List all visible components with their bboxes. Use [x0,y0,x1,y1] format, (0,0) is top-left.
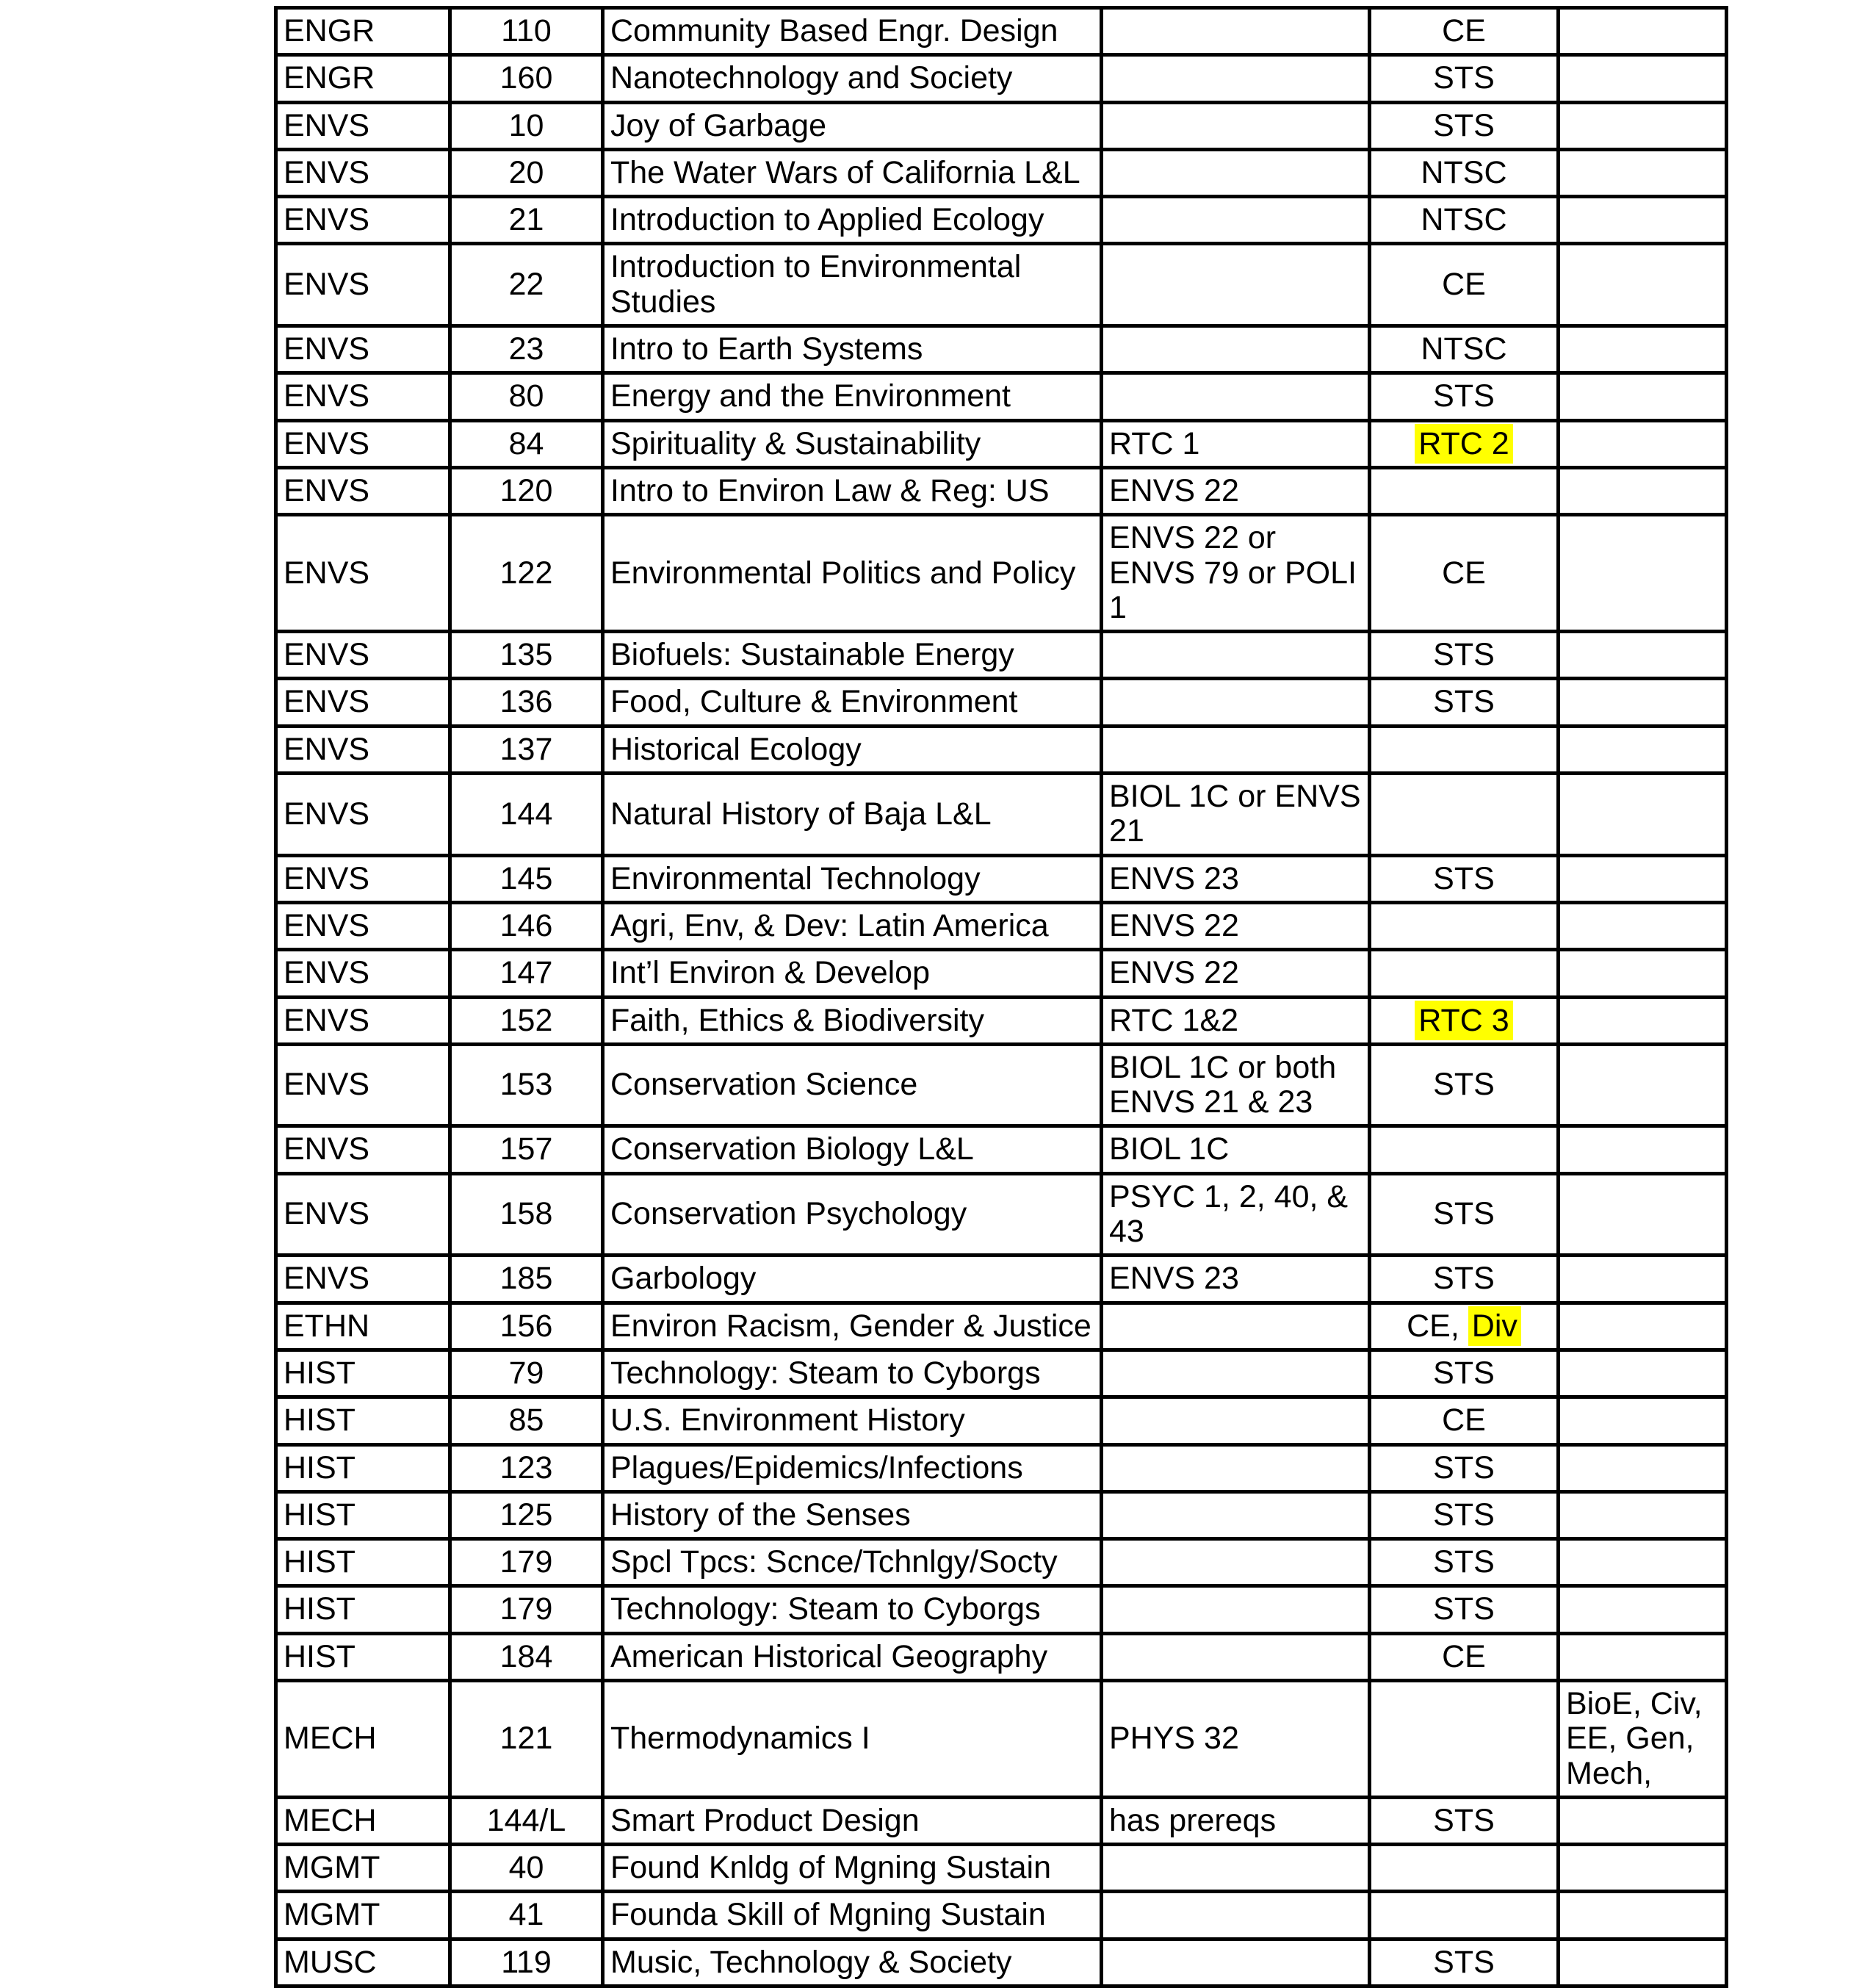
cell-course-title: The Water Wars of California L&L [603,149,1102,196]
cell-course-number: 153 [450,1044,603,1126]
cell-prerequisites: ENVS 22 or ENVS 79 or POLI 1 [1102,515,1370,632]
cell-notes [1559,244,1727,326]
cell-dept: ENVS [276,102,450,149]
cell-course-title: Agri, Env, & Dev: Latin America [603,902,1102,949]
cell-category: STS [1370,1350,1559,1397]
table-row [276,1397,1727,1444]
cell-course-number: 110 [450,8,603,55]
cell-course-number: 160 [450,55,603,102]
cell-category [1370,997,1559,1044]
cell-dept: MGMT [276,1892,450,1939]
cell-course-number: 157 [450,1126,603,1173]
table-row [276,1350,1727,1397]
cell-course-title: Faith, Ethics & Biodiversity [603,997,1102,1044]
cell-course-title: Spirituality & Sustainability [603,420,1102,467]
table-row [276,997,1727,1044]
table-row [276,1797,1727,1844]
cell-prerequisites [1102,1397,1370,1444]
cell-prerequisites: BIOL 1C or both ENVS 21 & 23 [1102,1044,1370,1126]
cell-notes [1559,997,1727,1044]
cell-category: STS [1370,1444,1559,1491]
cell-dept: ENVS [276,774,450,856]
cell-notes [1559,1303,1727,1350]
cell-dept: ENVS [276,997,450,1044]
cell-notes [1559,1044,1727,1126]
cell-dept: ENVS [276,679,450,726]
cell-course-title: Thermodynamics I [603,1680,1102,1797]
table-row [276,1586,1727,1633]
cell-course-number: 125 [450,1491,603,1538]
cell-prerequisites [1102,1444,1370,1491]
cell-category: STS [1370,679,1559,726]
cell-dept: HIST [276,1586,450,1633]
cell-notes [1559,420,1727,467]
cell-prerequisites [1102,1633,1370,1680]
cell-prerequisites [1102,632,1370,679]
table-row [276,1444,1727,1491]
cell-dept: HIST [276,1633,450,1680]
cell-course-title: Founda Skill of Mgning Sustain [603,1892,1102,1939]
cell-course-number: 40 [450,1845,603,1892]
cell-notes [1559,149,1727,196]
cell-dept: ENGR [276,8,450,55]
cell-category [1370,1845,1559,1892]
cell-notes [1559,1845,1727,1892]
cell-notes [1559,855,1727,902]
cell-prerequisites [1102,149,1370,196]
cell-course-number: 121 [450,1680,603,1797]
cell-course-title: Biofuels: Sustainable Energy [603,632,1102,679]
cell-course-number: 156 [450,1303,603,1350]
cell-prerequisites: PSYC 1, 2, 40, & 43 [1102,1173,1370,1256]
cell-category [1370,774,1559,856]
cell-notes [1559,1633,1727,1680]
cell-prerequisites: PHYS 32 [1102,1680,1370,1797]
cell-notes [1559,1491,1727,1538]
table-row [276,1539,1727,1586]
cell-notes [1559,102,1727,149]
cell-dept: ENVS [276,149,450,196]
cell-category: STS [1370,1939,1559,1986]
cell-dept: ENVS [276,632,450,679]
cell-category: STS [1370,1173,1559,1256]
cell-notes [1559,902,1727,949]
cell-dept: ENVS [276,1173,450,1256]
cell-course-title: Intro to Earth Systems [603,326,1102,373]
table-row [276,1892,1727,1939]
highlighted-text: RTC 2 [1415,424,1512,464]
cell-prerequisites: RTC 1 [1102,420,1370,467]
cell-prerequisites [1102,55,1370,102]
cell-dept: ENVS [276,1126,450,1173]
cell-category [1370,726,1559,773]
cell-dept: ENVS [276,326,450,373]
cell-dept: HIST [276,1539,450,1586]
table-row [276,420,1727,467]
cell-category: STS [1370,1491,1559,1538]
table-row [276,1173,1727,1256]
cell-course-title: Technology: Steam to Cyborgs [603,1586,1102,1633]
cell-notes [1559,1539,1727,1586]
cell-course-title: Intro to Environ Law & Reg: US [603,467,1102,514]
cell-prerequisites [1102,8,1370,55]
cell-course-title: Energy and the Environment [603,373,1102,420]
cell-course-title: Environmental Technology [603,855,1102,902]
cell-category [1370,467,1559,514]
cell-prerequisites [1102,1350,1370,1397]
cell-course-number: 119 [450,1939,603,1986]
cell-course-number: 123 [450,1444,603,1491]
cell-course-number: 21 [450,197,603,244]
cell-notes [1559,1256,1727,1303]
cell-course-title: Plagues/Epidemics/Infections [603,1444,1102,1491]
cell-prerequisites [1102,102,1370,149]
cell-prerequisites: BIOL 1C or ENVS 21 [1102,774,1370,856]
cell-prerequisites [1102,244,1370,326]
cell-dept: HIST [276,1491,450,1538]
cell-notes [1559,1444,1727,1491]
cell-prerequisites: ENVS 23 [1102,855,1370,902]
cell-course-title: Technology: Steam to Cyborgs [603,1350,1102,1397]
cell-notes: BioE, Civ, EE, Gen, Mech, [1559,1680,1727,1797]
table-row [276,902,1727,949]
table-row [276,1680,1727,1797]
table-row [276,774,1727,856]
table-row [276,1044,1727,1126]
cell-prerequisites [1102,1539,1370,1586]
cell-course-number: 137 [450,726,603,773]
cell-course-title: Music, Technology & Society [603,1939,1102,1986]
cell-course-title: Spcl Tpcs: Scnce/Tchnlgy/Socty [603,1539,1102,1586]
cell-category [1370,902,1559,949]
cell-category: CE [1370,515,1559,632]
cell-prerequisites [1102,1586,1370,1633]
cell-course-number: 144/L [450,1797,603,1844]
table-row [276,467,1727,514]
cell-notes [1559,1586,1727,1633]
cell-notes [1559,1939,1727,1986]
cell-course-number: 185 [450,1256,603,1303]
table-row [276,855,1727,902]
cell-course-number: 179 [450,1586,603,1633]
cell-course-number: 122 [450,515,603,632]
cell-category: CE [1370,244,1559,326]
cell-dept: ETHN [276,1303,450,1350]
cell-dept: ENGR [276,55,450,102]
cell-dept: MGMT [276,1845,450,1892]
cell-category: STS [1370,632,1559,679]
cell-course-title: Nanotechnology and Society [603,55,1102,102]
cell-notes [1559,515,1727,632]
cell-course-number: 80 [450,373,603,420]
cell-category [1370,1892,1559,1939]
table-row [276,679,1727,726]
cell-prerequisites [1102,679,1370,726]
cell-course-title: U.S. Environment History [603,1397,1102,1444]
table-row [276,326,1727,373]
cell-course-number: 23 [450,326,603,373]
cell-dept: HIST [276,1397,450,1444]
cell-notes [1559,774,1727,856]
cell-course-title: Int’l Environ & Develop [603,950,1102,997]
cell-category [1370,1680,1559,1797]
cell-course-number: 79 [450,1350,603,1397]
course-table-body [276,8,1727,1987]
table-row [276,1939,1727,1986]
cell-notes [1559,679,1727,726]
cell-category: STS [1370,1797,1559,1844]
cell-dept: ENVS [276,1044,450,1126]
cell-prerequisites [1102,326,1370,373]
cell-category: CE [1370,1397,1559,1444]
cell-category [1370,420,1559,467]
cell-course-number: 158 [450,1173,603,1256]
cell-notes [1559,1397,1727,1444]
table-row [276,149,1727,196]
cell-dept: MECH [276,1680,450,1797]
cell-dept: ENVS [276,420,450,467]
cell-dept: MECH [276,1797,450,1844]
cell-notes [1559,467,1727,514]
cell-dept: ENVS [276,902,450,949]
cell-category: STS [1370,1256,1559,1303]
table-row [276,8,1727,55]
cell-dept: ENVS [276,950,450,997]
cell-category: STS [1370,1586,1559,1633]
cell-category: NTSC [1370,326,1559,373]
cell-category: CE [1370,1633,1559,1680]
cell-notes [1559,632,1727,679]
cell-course-number: 145 [450,855,603,902]
cell-course-title: Food, Culture & Environment [603,679,1102,726]
cell-notes [1559,1126,1727,1173]
cell-category: NTSC [1370,149,1559,196]
cell-notes [1559,1173,1727,1256]
cell-course-number: 136 [450,679,603,726]
table-row [276,950,1727,997]
cell-prerequisites: ENVS 23 [1102,1256,1370,1303]
cell-prerequisites [1102,1491,1370,1538]
cell-category: STS [1370,102,1559,149]
cell-dept: ENVS [276,855,450,902]
cell-notes [1559,950,1727,997]
cell-dept: ENVS [276,515,450,632]
cell-course-title: Conservation Biology L&L [603,1126,1102,1173]
cell-category: STS [1370,855,1559,902]
cell-prerequisites [1102,373,1370,420]
cell-category: CE, Div [1370,1303,1559,1350]
cell-prerequisites [1102,197,1370,244]
highlighted-text: RTC 3 [1415,1001,1512,1040]
cell-dept: HIST [276,1350,450,1397]
cell-prerequisites [1102,1892,1370,1939]
cell-course-number: 146 [450,902,603,949]
table-row [276,1303,1727,1350]
cell-course-title: Historical Ecology [603,726,1102,773]
cell-course-title: Smart Product Design [603,1797,1102,1844]
cell-course-title: Conservation Science [603,1044,1102,1126]
table-row [276,197,1727,244]
cell-course-number: 144 [450,774,603,856]
cell-prerequisites [1102,1303,1370,1350]
cell-notes [1559,726,1727,773]
table-row [276,1491,1727,1538]
cell-notes [1559,197,1727,244]
cell-course-title: Joy of Garbage [603,102,1102,149]
cell-notes [1559,326,1727,373]
cell-course-number: 41 [450,1892,603,1939]
cell-dept: ENVS [276,244,450,326]
cell-category [1370,1126,1559,1173]
table-row [276,515,1727,632]
cell-course-number: 147 [450,950,603,997]
table-row [276,373,1727,420]
cell-category: NTSC [1370,197,1559,244]
cell-course-title: Environmental Politics and Policy [603,515,1102,632]
cell-course-number: 179 [450,1539,603,1586]
cell-notes [1559,1350,1727,1397]
cell-dept: ENVS [276,467,450,514]
cell-category: STS [1370,55,1559,102]
cell-dept: ENVS [276,373,450,420]
cell-course-number: 135 [450,632,603,679]
cell-course-number: 120 [450,467,603,514]
cell-course-title: Garbology [603,1256,1102,1303]
cell-prerequisites: BIOL 1C [1102,1126,1370,1173]
table-row [276,102,1727,149]
cell-course-number: 22 [450,244,603,326]
cell-dept: HIST [276,1444,450,1491]
cell-notes [1559,1892,1727,1939]
cell-dept: ENVS [276,1256,450,1303]
cell-prerequisites [1102,1939,1370,1986]
cell-category: STS [1370,1539,1559,1586]
table-row [276,1256,1727,1303]
cell-course-number: 184 [450,1633,603,1680]
table-row [276,244,1727,326]
cell-course-number: 10 [450,102,603,149]
cell-prerequisites: ENVS 22 [1102,950,1370,997]
cell-course-title: Introduction to Environmental Studies [603,244,1102,326]
cell-course-number: 84 [450,420,603,467]
cell-course-title: History of the Senses [603,1491,1102,1538]
cell-dept: ENVS [276,726,450,773]
cell-notes [1559,55,1727,102]
cell-course-title: Introduction to Applied Ecology [603,197,1102,244]
cell-prerequisites: ENVS 22 [1102,467,1370,514]
table-row [276,632,1727,679]
cell-category: CE [1370,8,1559,55]
cell-notes [1559,8,1727,55]
cell-prerequisites: RTC 1&2 [1102,997,1370,1044]
table-row [276,726,1727,773]
table-row [276,1633,1727,1680]
cell-course-title: Environ Racism, Gender & Justice [603,1303,1102,1350]
cell-dept: MUSC [276,1939,450,1986]
cell-course-title: Community Based Engr. Design [603,8,1102,55]
cell-notes [1559,1797,1727,1844]
cell-course-title: American Historical Geography [603,1633,1102,1680]
cell-category: STS [1370,373,1559,420]
cell-prerequisites [1102,726,1370,773]
cell-course-title: Found Knldg of Mgning Sustain [603,1845,1102,1892]
cell-course-number: 85 [450,1397,603,1444]
cell-course-title: Conservation Psychology [603,1173,1102,1256]
cell-notes [1559,373,1727,420]
table-row [276,1845,1727,1892]
cell-category: STS [1370,1044,1559,1126]
cell-prerequisites: has prereqs [1102,1797,1370,1844]
cell-prerequisites: ENVS 22 [1102,902,1370,949]
cell-course-number: 152 [450,997,603,1044]
cell-dept: ENVS [276,197,450,244]
table-row [276,55,1727,102]
cell-course-number: 20 [450,149,603,196]
cell-prerequisites [1102,1845,1370,1892]
cell-category [1370,950,1559,997]
highlighted-text: Div [1468,1306,1521,1346]
cell-course-title: Natural History of Baja L&L [603,774,1102,856]
course-table [274,6,1728,1988]
table-row [276,1126,1727,1173]
